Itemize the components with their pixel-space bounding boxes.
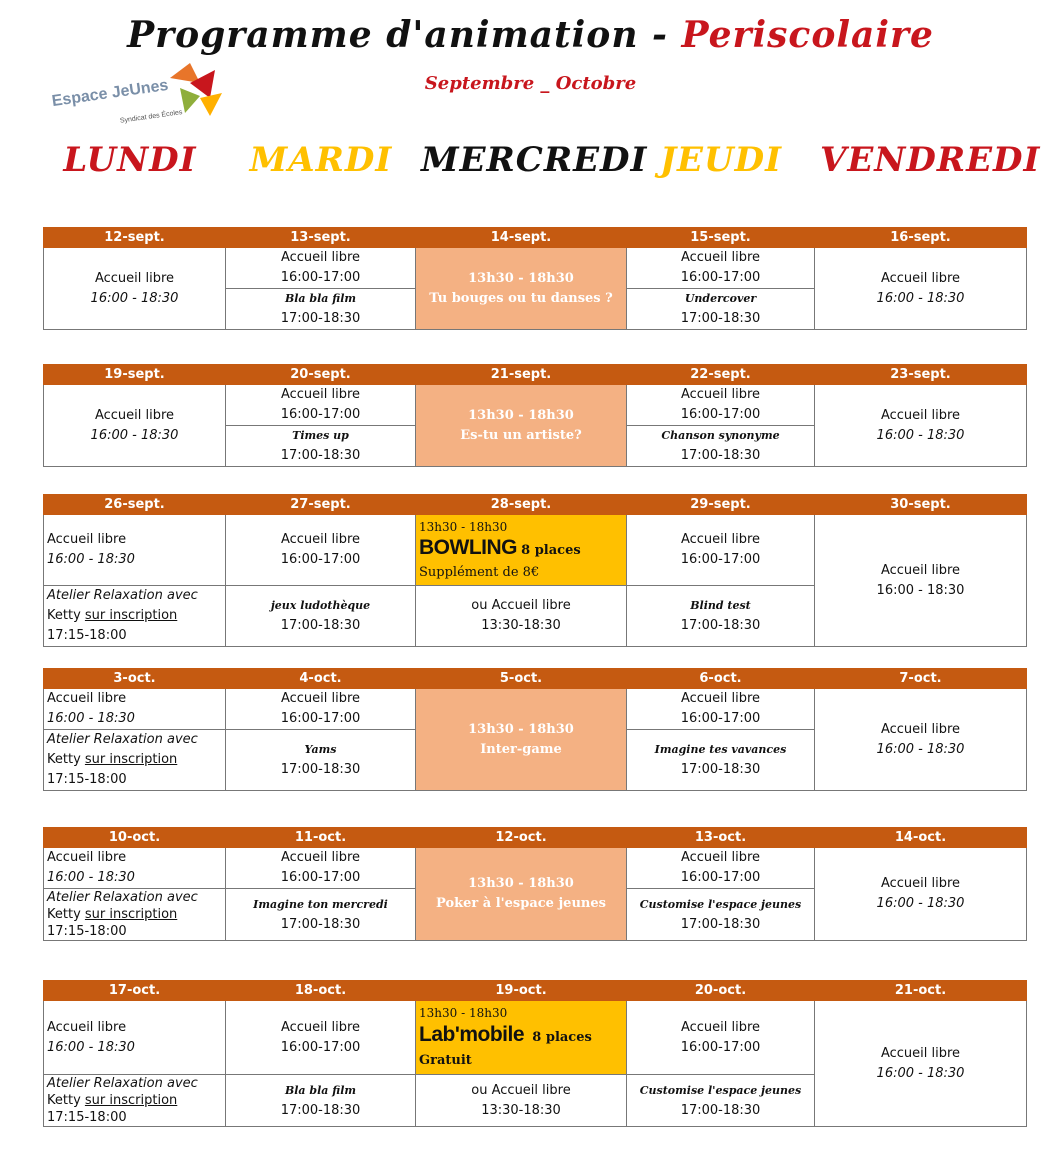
date-cell: 15-sept. — [627, 228, 815, 248]
logo-text: Espace JeUnes — [50, 76, 170, 111]
inscription-link[interactable]: sur inscription — [84, 1093, 178, 1108]
date-cell: 12-oct. — [416, 828, 627, 848]
inscription-link[interactable]: sur inscription — [84, 752, 178, 767]
date-cell: 21-oct. — [815, 981, 1027, 1001]
thursday-cell: Accueil libre 16:00-17:00 — [627, 515, 815, 586]
tuesday-cell: Accueil libre 16:00-17:00 — [226, 689, 416, 730]
date-cell: 6-oct. — [627, 669, 815, 689]
date-cell: 14-sept. — [416, 228, 627, 248]
date-cell: 16-sept. — [815, 228, 1027, 248]
monday-cell: Accueil libre 16:00 - 18:30 — [44, 689, 226, 730]
date-cell: 19-oct. — [416, 981, 627, 1001]
week-table — [43, 494, 1027, 647]
tuesday-cell: Accueil libre 16:00-17:00 — [226, 1001, 416, 1075]
monday-cell: Accueil libre 16:00 - 18:30 — [44, 385, 226, 467]
thursday-activity: Chanson synonyme 17:00-18:30 — [627, 426, 815, 467]
monday-workshop: Atelier Relaxation avec Ketty sur inscription 17:15-18:00 — [44, 889, 226, 941]
monday-cell: Accueil libre 16:00 - 18:30 — [44, 515, 226, 586]
date-cell: 10-oct. — [44, 828, 226, 848]
outing-title: BOWLING — [419, 535, 517, 559]
thursday-activity: Blind test 17:00-18:30 — [627, 586, 815, 647]
monday-cell: Accueil libre 16:00 - 18:30 — [44, 1001, 226, 1075]
wednesday-activity: 13h30 - 18h30 Poker à l'espace jeunes — [416, 848, 627, 941]
date-cell: 18-oct. — [226, 981, 416, 1001]
tuesday-cell: Accueil libre 16:00-17:00 — [226, 385, 416, 426]
wednesday-activity: 13h30 - 18h30 Tu bouges ou tu danses ? — [416, 248, 627, 330]
thursday-activity: Customise l'espace jeunes 17:00-18:30 — [627, 1075, 815, 1127]
tuesday-activity: jeux ludothèque 17:00-18:30 — [226, 586, 416, 647]
week-table — [43, 364, 1027, 467]
page-subtitle: Septembre _ Octobre — [424, 73, 637, 94]
monday-cell: Accueil libre 16:00 - 18:30 — [44, 848, 226, 889]
day-lundi: LUNDI — [63, 140, 197, 180]
thursday-activity: Imagine tes vavances 17:00-18:30 — [627, 730, 815, 791]
week-table — [43, 980, 1027, 1127]
date-cell: 27-sept. — [226, 495, 416, 515]
tuesday-activity: Bla bla film 17:00-18:30 — [226, 289, 416, 330]
friday-cell: Accueil libre 16:00 - 18:30 — [815, 248, 1027, 330]
date-cell: 22-sept. — [627, 365, 815, 385]
date-cell: 26-sept. — [44, 495, 226, 515]
monday-workshop: Atelier Relaxation avec Ketty sur inscription 17:15-18:00 — [44, 586, 226, 647]
date-cell: 13-oct. — [627, 828, 815, 848]
thursday-cell: Accueil libre 16:00-17:00 — [627, 1001, 815, 1075]
week-table — [43, 227, 1027, 330]
date-cell: 4-oct. — [226, 669, 416, 689]
thursday-cell: Accueil libre 16:00-17:00 — [627, 385, 815, 426]
espace-jeunes-logo — [50, 58, 225, 130]
week-table — [43, 668, 1027, 791]
wednesday-outing: 13h30 - 18h30 BOWLING 8 places Supplément de 8€ — [416, 515, 627, 586]
thursday-cell: Accueil libre 16:00-17:00 — [627, 689, 815, 730]
wednesday-alt: ou Accueil libre 13:30-18:30 — [416, 586, 627, 647]
page-title — [0, 14, 1061, 56]
thursday-cell: Accueil libre 16:00-17:00 — [627, 248, 815, 289]
tuesday-cell: Accueil libre 16:00-17:00 — [226, 248, 416, 289]
date-cell: 11-oct. — [226, 828, 416, 848]
friday-cell: Accueil libre 16:00 - 18:30 — [815, 848, 1027, 941]
date-cell: 13-sept. — [226, 228, 416, 248]
wednesday-alt: ou Accueil libre 13:30-18:30 — [416, 1075, 627, 1127]
tuesday-cell: Accueil libre 16:00-17:00 — [226, 515, 416, 586]
thursday-activity: Undercover 17:00-18:30 — [627, 289, 815, 330]
logo-subtext: Syndicat des Écoles — [119, 109, 183, 125]
date-cell: 23-sept. — [815, 365, 1027, 385]
date-cell: 28-sept. — [416, 495, 627, 515]
day-jeudi: JEUDI — [659, 140, 783, 180]
date-cell: 3-oct. — [44, 669, 226, 689]
tuesday-activity: Yams 17:00-18:30 — [226, 730, 416, 791]
date-cell: 21-sept. — [416, 365, 627, 385]
week-table — [43, 827, 1027, 941]
thursday-cell: Accueil libre 16:00-17:00 — [627, 848, 815, 889]
thursday-activity: Customise l'espace jeunes 17:00-18:30 — [627, 889, 815, 941]
date-cell: 30-sept. — [815, 495, 1027, 515]
monday-workshop: Atelier Relaxation avec Ketty sur inscription 17:15-18:00 — [44, 1075, 226, 1127]
date-cell: 7-oct. — [815, 669, 1027, 689]
day-mardi: MARDI — [249, 140, 393, 180]
date-cell: 29-sept. — [627, 495, 815, 515]
inscription-link[interactable]: sur inscription — [84, 608, 178, 623]
monday-workshop: Atelier Relaxation avec Ketty sur inscription 17:15-18:00 — [44, 730, 226, 791]
date-cell: 17-oct. — [44, 981, 226, 1001]
friday-cell: Accueil libre 16:00 - 18:30 — [815, 689, 1027, 791]
date-cell: 19-sept. — [44, 365, 226, 385]
day-mercredi: MERCREDI — [421, 140, 648, 180]
outing-title: Lab'mobile — [419, 1023, 525, 1046]
wednesday-activity: 13h30 - 18h30 Es-tu un artiste? — [416, 385, 627, 467]
monday-cell: Accueil libre 16:00 - 18:30 — [44, 248, 226, 330]
day-vendredi: VENDREDI — [820, 140, 1041, 180]
date-cell: 14-oct. — [815, 828, 1027, 848]
tuesday-activity: Imagine ton mercredi 17:00-18:30 — [226, 889, 416, 941]
inscription-link[interactable]: sur inscription — [84, 907, 178, 922]
friday-cell: Accueil libre 16:00 - 18:30 — [815, 1001, 1027, 1127]
title-periscolaire: Periscolaire — [681, 14, 934, 56]
date-cell: 20-oct. — [627, 981, 815, 1001]
title-main: Programme d'animation - — [127, 14, 682, 56]
date-cell: 20-sept. — [226, 365, 416, 385]
wednesday-activity: 13h30 - 18h30 Inter-game — [416, 689, 627, 791]
tuesday-activity: Bla bla film 17:00-18:30 — [226, 1075, 416, 1127]
date-cell: 12-sept. — [44, 228, 226, 248]
friday-cell: Accueil libre 16:00 - 18:30 — [815, 515, 1027, 647]
tuesday-cell: Accueil libre 16:00-17:00 — [226, 848, 416, 889]
date-cell: 5-oct. — [416, 669, 627, 689]
wednesday-outing: 13h30 - 18h30 Lab'mobile 8 places Gratuit — [416, 1001, 627, 1075]
tuesday-activity: Times up 17:00-18:30 — [226, 426, 416, 467]
friday-cell: Accueil libre 16:00 - 18:30 — [815, 385, 1027, 467]
